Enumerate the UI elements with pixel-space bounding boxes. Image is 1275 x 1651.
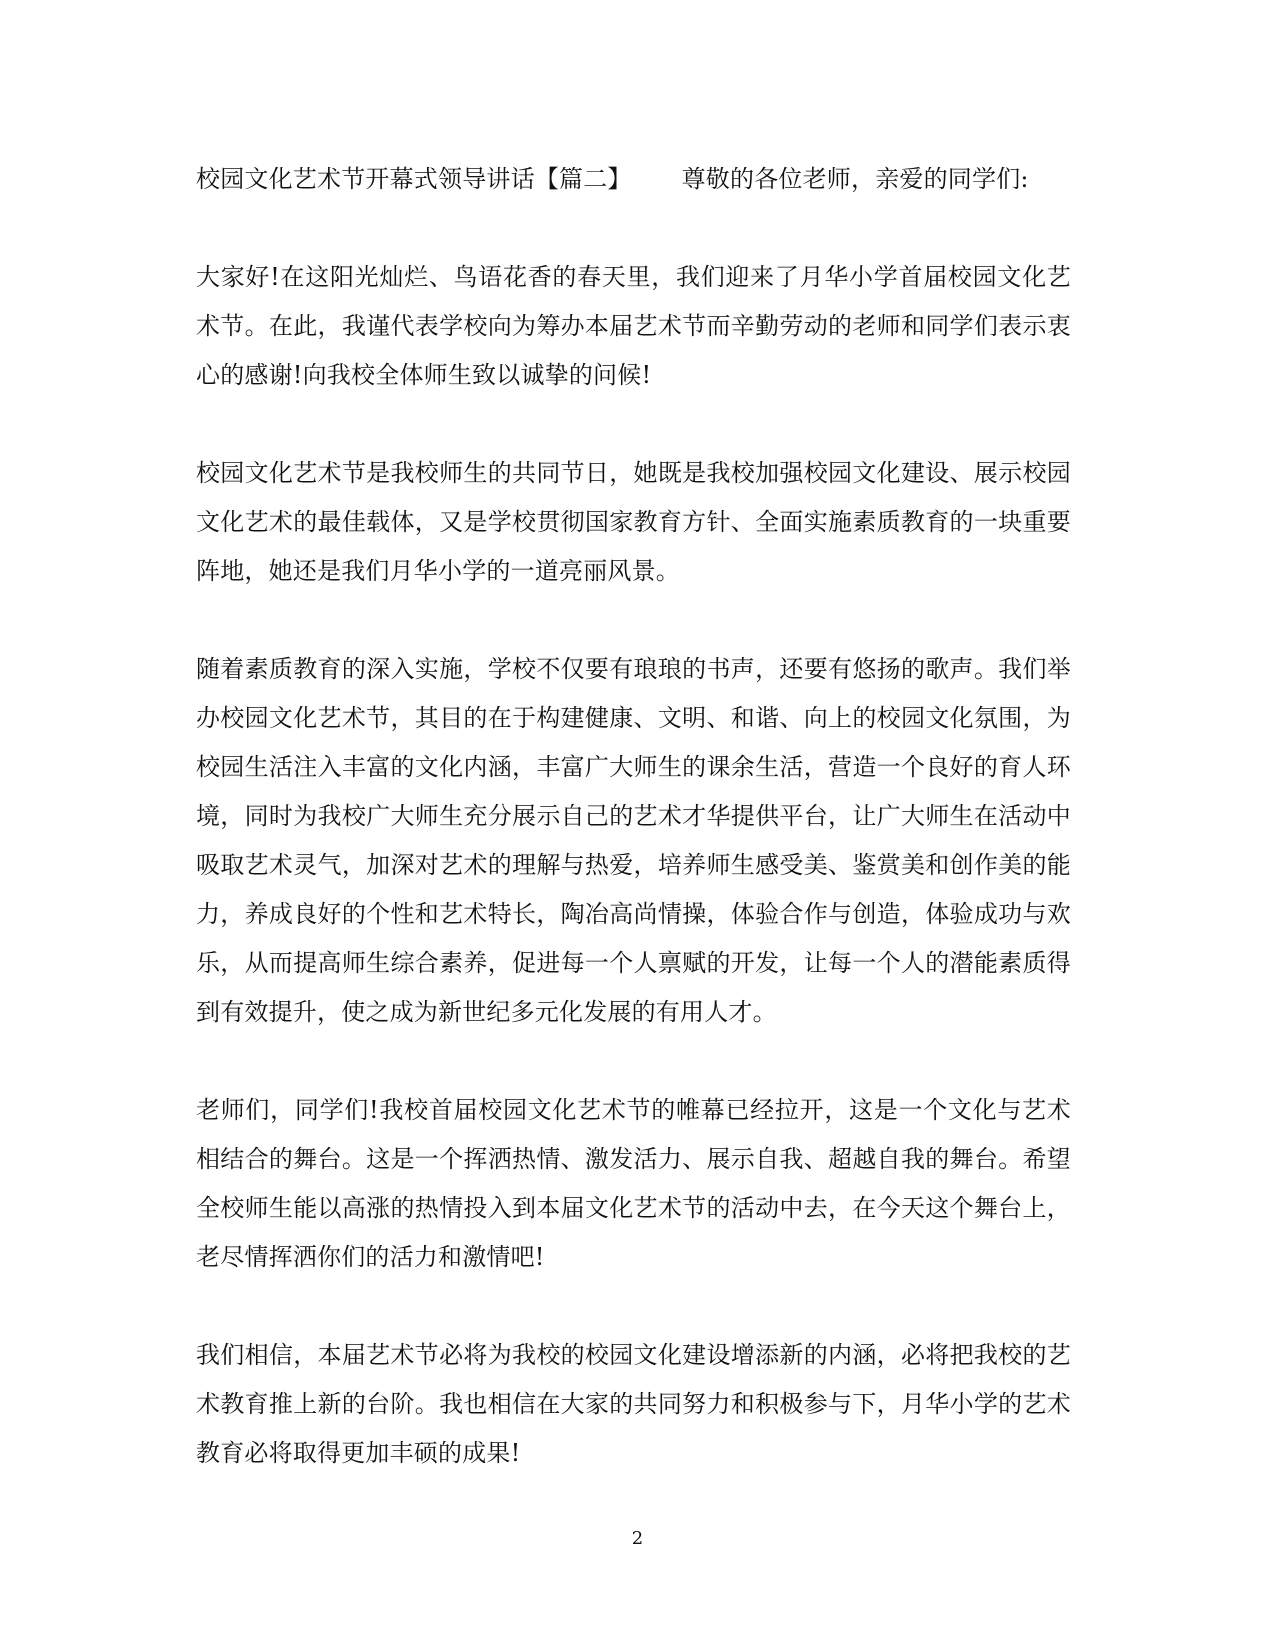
paragraph-4: 老师们，同学们!我校首届校园文化艺术节的帷幕已经拉开，这是一个文化与艺术相结合的舞台。这是一个挥洒热情、激发活力、展示自我、超越自我的舞台。希望全校师生能以高涨的热情投入到本届文化艺术节的活动中去，在今天这个舞台上，老尽情挥洒你们的活力和激情吧! bbox=[196, 1096, 1071, 1271]
paragraph-5: 我们相信，本届艺术节必将为我校的校园文化建设增添新的内涵，必将把我校的艺术教育推上新的台阶。我也相信在大家的共同努力和积极参与下，月华小学的艺术教育必将取得更加丰硕的成果! bbox=[196, 1341, 1071, 1467]
document-body bbox=[196, 155, 1071, 1527]
title-line bbox=[196, 155, 1071, 204]
paragraph-1: 大家好!在这阳光灿烂、鸟语花香的春天里，我们迎来了月华小学首届校园文化艺术节。在此，我谨代表学校向为筹办本届艺术节而辛勤劳动的老师和同学们表示衷心的感谢!向我校全体师生致以诚挚的问候! bbox=[196, 263, 1071, 389]
page-number: 2 bbox=[631, 1528, 644, 1549]
paragraph-3: 随着素质教育的深入实施，学校不仅要有琅琅的书声，还要有悠扬的歌声。我们举办校园文化艺术节，其目的在于构建健康、文明、和谐、向上的校园文化氛围，为校园生活注入丰富的文化内涵，丰富广大师生的课余生活，营造一个良好的育人环境，同时为我校广大师生充分展示自己的艺术才华提供平台，让广大师生在活动中吸取艺术灵气，加深对艺术的理解与热爱，培养师生感受美、鉴赏美和创作美的能力，养成良好的个性和艺术特长，陶冶高尚情操，体验合作与创造，体验成功与欢乐，从而提高师生综合素养，促进每一个人禀赋的开发，让每一个人的潜能素质得到有效提升，使之成为新世纪多元化发展的有用人才。 bbox=[196, 655, 1071, 1026]
salutation: 尊敬的各位老师，亲爱的同学们: bbox=[681, 165, 1029, 193]
paragraph-2: 校园文化艺术节是我校师生的共同节日，她既是我校加强校园文化建设、展示校园文化艺术的最佳载体，又是学校贯彻国家教育方针、全面实施素质教育的一块重要阵地，她还是我们月华小学的一道亮丽风景。 bbox=[196, 459, 1071, 585]
document-title: 校园文化艺术节开幕式领导讲话【篇二】 bbox=[196, 165, 632, 193]
